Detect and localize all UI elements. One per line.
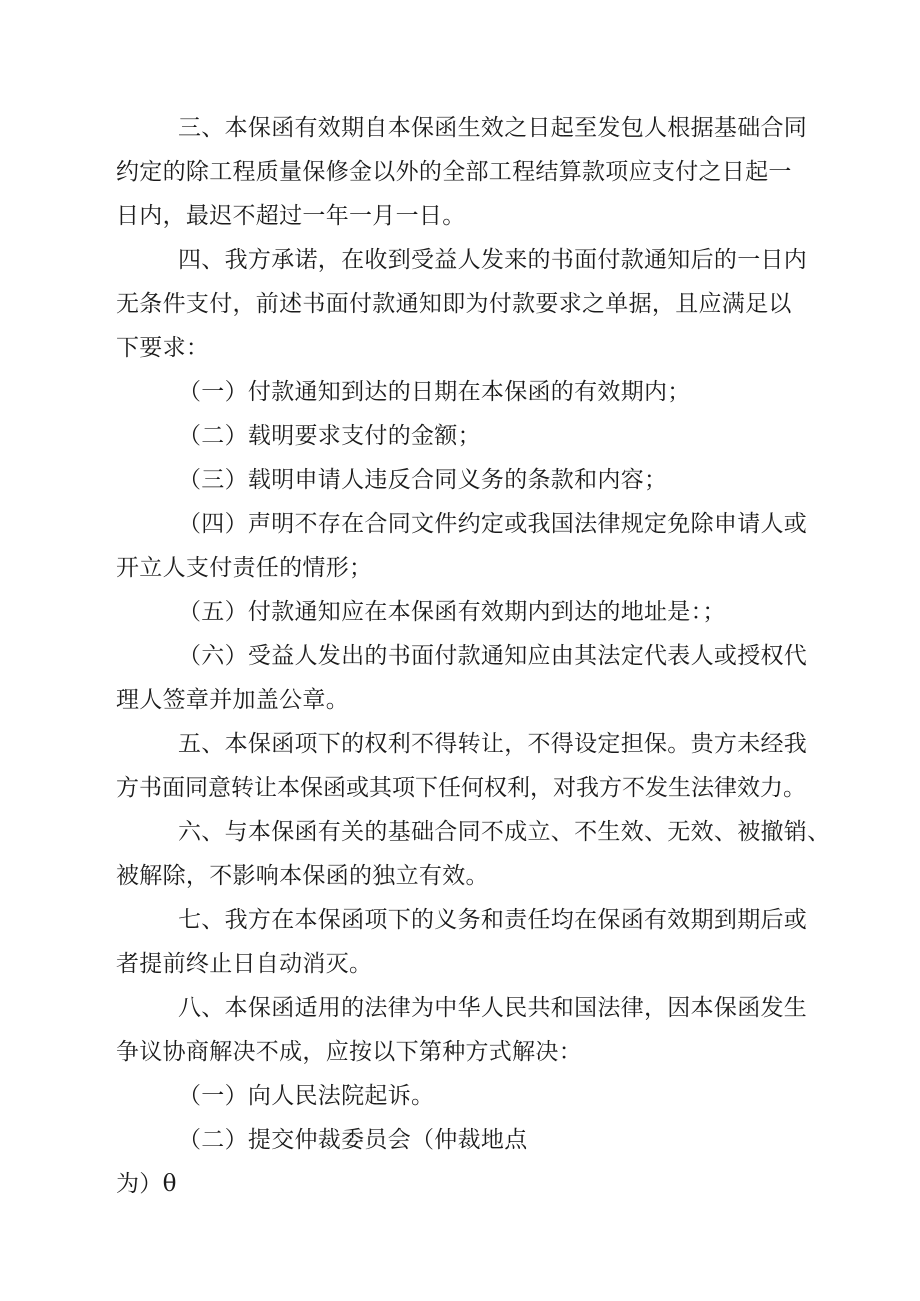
clause-7-line-1: 七、我方在本保函项下的义务和责任均在保函有效期到期后或 xyxy=(178,907,808,933)
clause-7-line-2: 者提前终止日自动消灭。 xyxy=(116,951,373,977)
clause-4-item-2: （二）载明要求支付的金额； xyxy=(178,423,481,449)
clause-3-line-1: 三、本保函有效期自本保函生效之日起至发包人根据基础合同 xyxy=(178,115,808,141)
clause-8-item-2-line-2: 为）θ xyxy=(116,1171,177,1197)
clause-5-line-1: 五、本保函项下的权利不得转让，不得设定担保。贵方未经我 xyxy=(178,731,808,757)
clause-4-item-1: （一）付款通知到达的日期在本保函的有效期内； xyxy=(178,379,691,405)
clause-5-line-2: 方书面同意转让本保函或其项下任何权利，对我方不发生法律效力。 xyxy=(116,775,806,801)
clause-3-line-3: 日内，最迟不超过一年一月一日。 xyxy=(116,203,466,229)
clause-4-item-4-line-2: 开立人支付责任的情形； xyxy=(116,555,373,581)
clause-8-line-2: 争议协商解决不成，应按以下第种方式解决： xyxy=(116,1039,582,1065)
clause-4-line-3: 下要求： xyxy=(116,335,210,361)
clause-6-line-2: 被解除，不影响本保函的独立有效。 xyxy=(116,863,489,889)
clause-4-item-3: （三）载明申请人违反合同义务的条款和内容； xyxy=(178,467,668,493)
clause-3-line-2: 约定的除工程质量保修金以外的全部工程结算款项应支付之日起一 xyxy=(116,159,792,185)
clause-4-line-1: 四、我方承诺，在收到受益人发来的书面付款通知后的一日内 xyxy=(178,247,808,273)
clause-4-item-4-line-1: （四）声明不存在合同文件约定或我国法律规定免除申请人或 xyxy=(178,511,808,537)
clause-6-line-1: 六、与本保函有关的基础合同不成立、不生效、无效、被撤销、 xyxy=(178,819,831,845)
clause-4-item-5: （五）付款通知应在本保函有效期内到达的地址是：； xyxy=(178,599,726,625)
clause-4-line-2: 无条件支付，前述书面付款通知即为付款要求之单据，且应满足以 xyxy=(116,291,792,317)
clause-8-line-1: 八、本保函适用的法律为中华人民共和国法律，因本保函发生 xyxy=(178,995,808,1021)
clause-8-item-1: （一）向人民法院起诉。 xyxy=(178,1083,435,1109)
clause-4-item-6-line-1: （六）受益人发出的书面付款通知应由其法定代表人或授权代 xyxy=(178,643,808,669)
clause-4-item-6-line-2: 理人签章并加盖公章。 xyxy=(116,687,349,713)
clause-8-item-2-line-1: （二）提交仲裁委员会（仲裁地点 xyxy=(178,1127,528,1153)
